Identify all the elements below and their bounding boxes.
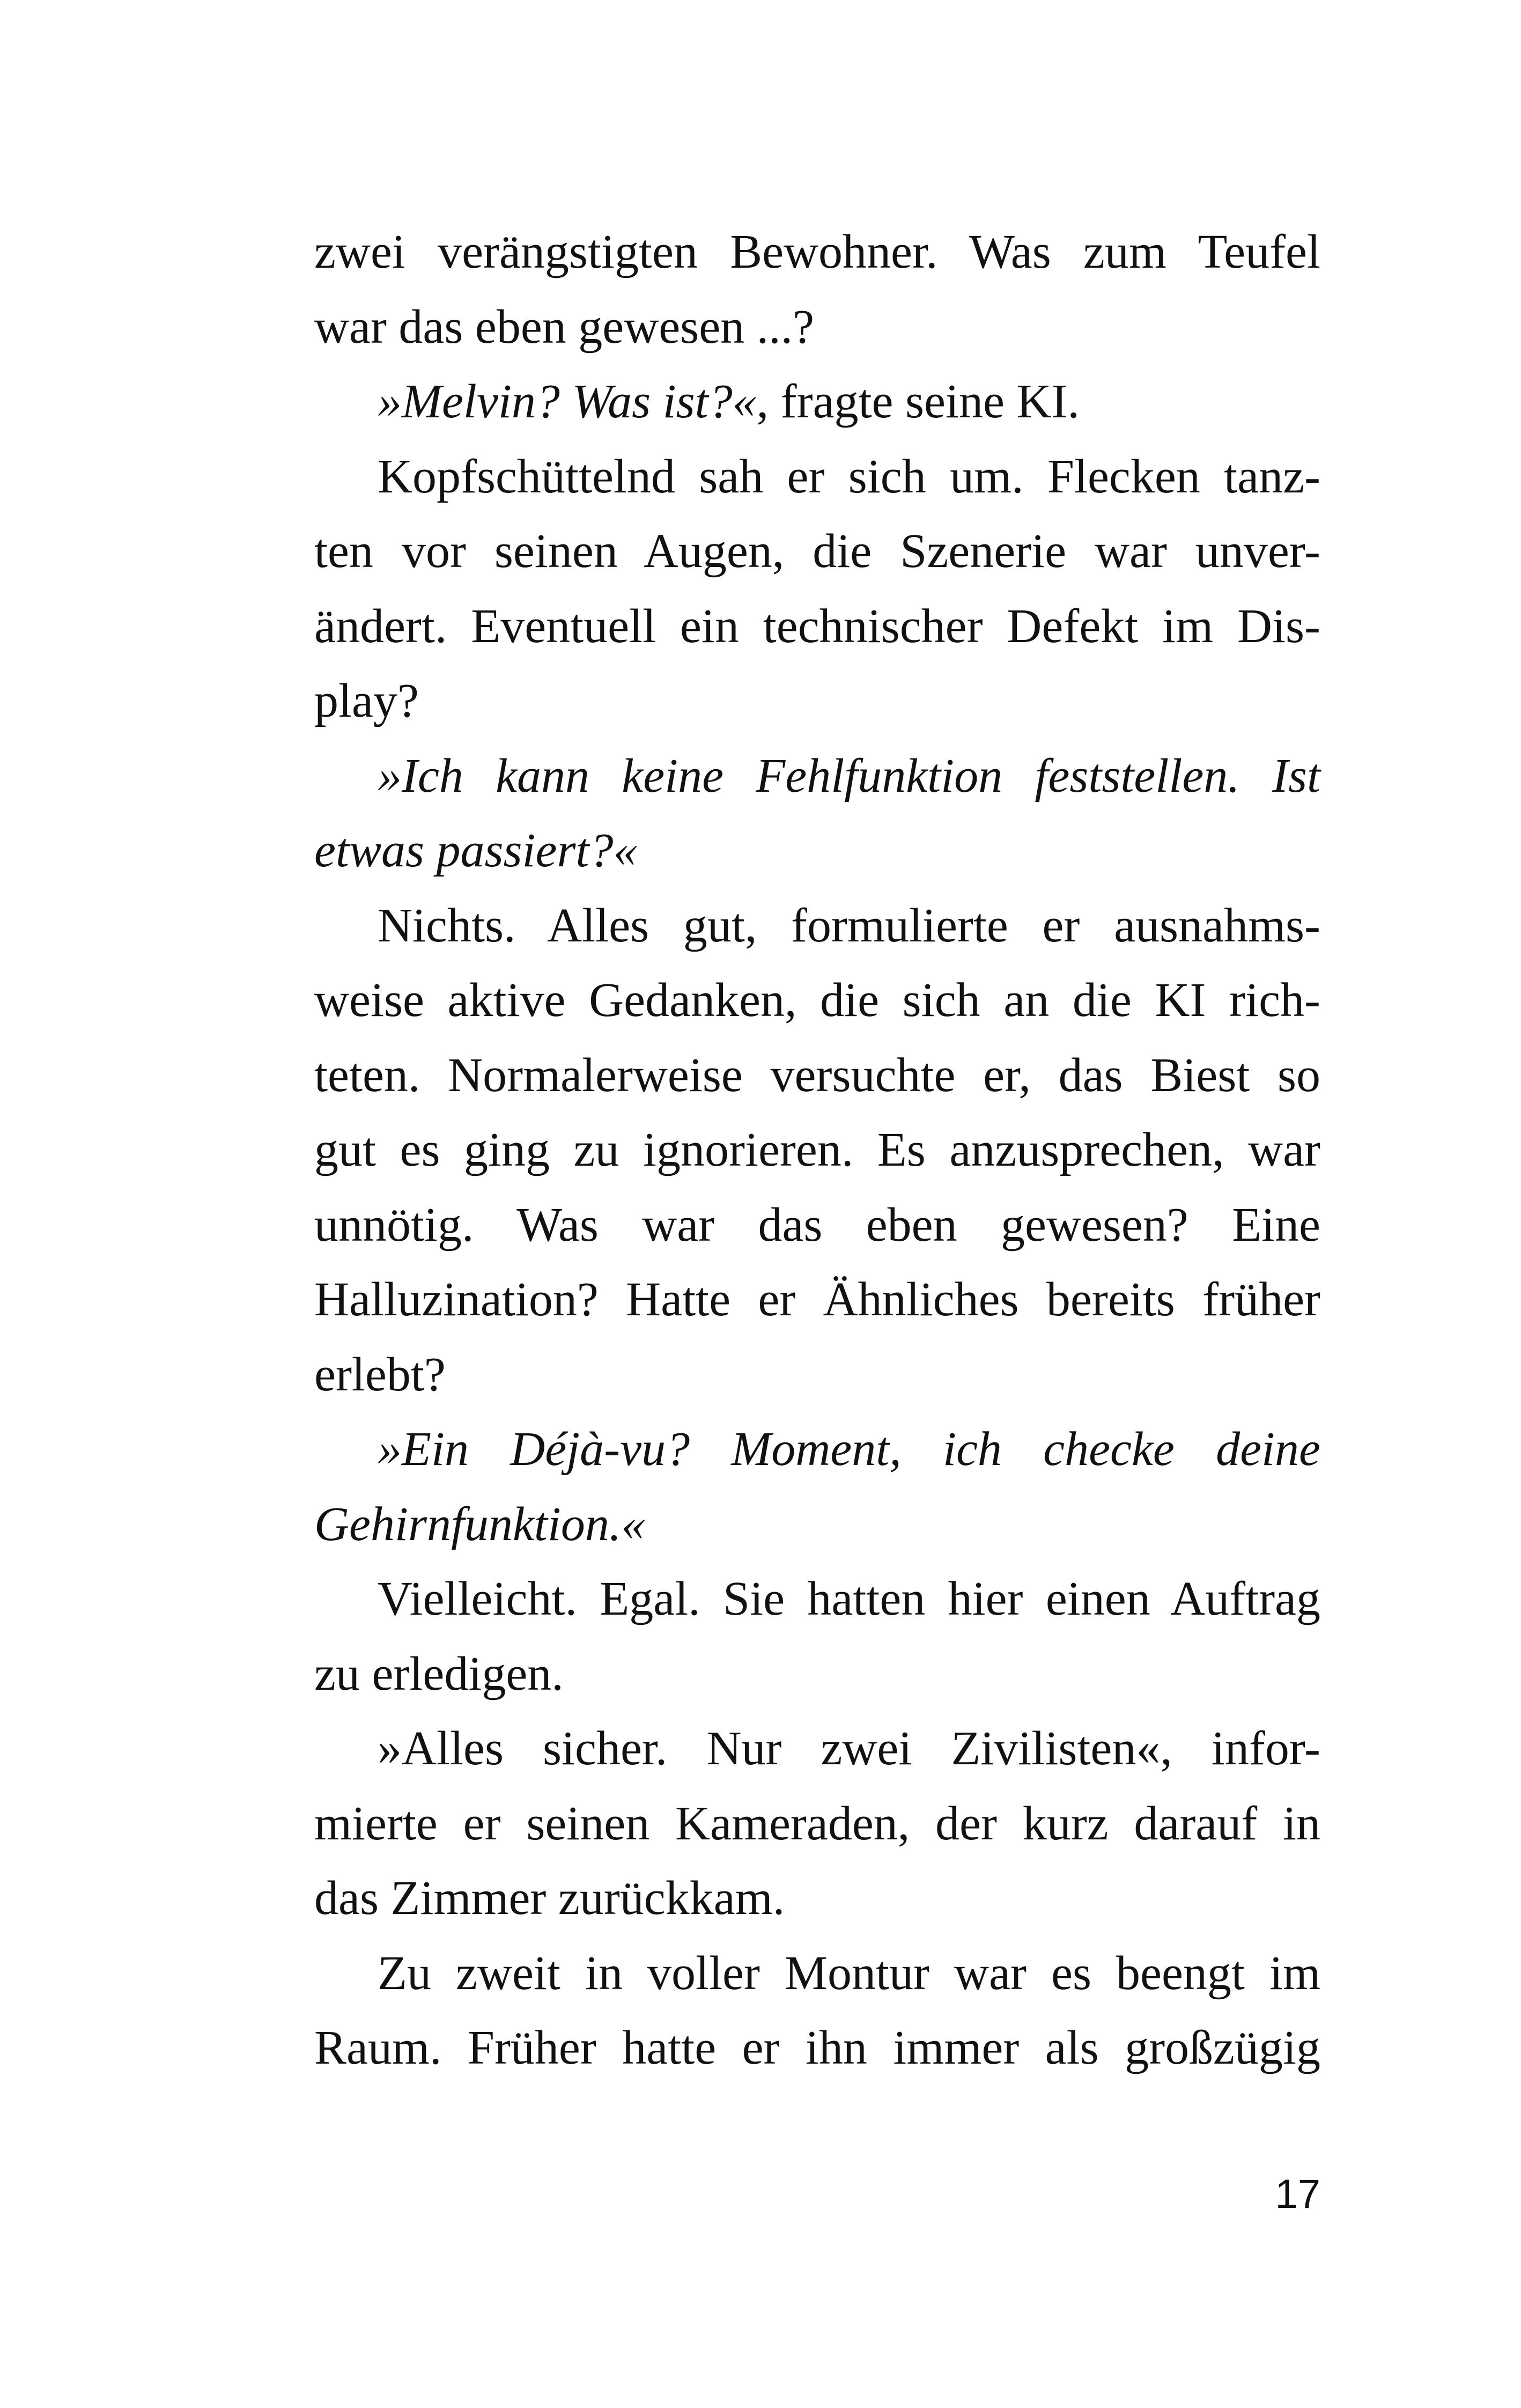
text-line [251,514,1320,589]
text-run: Zu zweit in voller Montur war es beengt im [378,1946,1320,2000]
text-run: teten. Normalerweise versuchte er, das Biest so [314,1048,1320,1102]
text-line [251,1188,1320,1263]
text-run: unnötig. Was war das eben gewesen? Eine [314,1198,1320,1251]
body-text [251,215,1320,2086]
italic-text: »Melvin? Was ist?« [378,375,757,428]
text-line [251,1562,1320,1637]
paragraph [251,1711,1320,1936]
text-run: Raum. Früher hatte er ihn immer als großzügig [314,2021,1320,2074]
text-run: war das eben gewesen ...? [314,300,815,354]
text-run: »Alles sicher. Nur zwei Zivilisten«, infor- [378,1722,1320,1775]
text-run: ändert. Eventuell ein technischer Defekt im Dis- [314,599,1320,653]
italic-text: »Ich kann keine Fehlfunktion feststellen. Ist [378,749,1320,802]
text-line [251,1711,1320,1786]
italic-text: »Ein Déjà-vu? Moment, ich checke deine [378,1423,1320,1476]
text-line [251,1038,1320,1113]
text-line [251,739,1320,814]
text-line [251,215,1320,290]
page-number: 17 [1275,2171,1320,2217]
text-line [251,1113,1320,1188]
text-run: erlebt? [314,1347,446,1401]
text-line [251,664,1320,739]
text-run: gut es ging zu ignorieren. Es anzusprechen, war [314,1123,1320,1176]
text-run: Nichts. Alles gut, formulierte er ausnahms- [378,899,1320,952]
text-line [251,1861,1320,1936]
text-line [251,290,1320,365]
text-line [251,813,1320,888]
text-run: Vielleicht. Egal. Sie hatten hier einen Auftrag [378,1572,1320,1625]
text-run: play? [314,674,419,727]
text-run: ten vor seinen Augen, die Szenerie war unver- [314,525,1320,578]
paragraph [251,439,1320,739]
text-run: zwei verängstigten Bewohner. Was zum Teufel [314,225,1320,278]
text-line [251,1936,1320,2011]
text-run: das Zimmer zurückkam. [314,1872,785,1925]
text-line [251,589,1320,664]
paragraph [251,215,1320,364]
paragraph [251,739,1320,888]
text-line [251,364,1320,439]
text-run: weise aktive Gedanken, die sich an die KI rich- [314,974,1320,1027]
paragraph [251,1412,1320,1562]
text-run: Kopfschüttelnd sah er sich um. Flecken tanz- [378,450,1320,503]
text-line [251,1337,1320,1412]
text-line [251,439,1320,514]
paragraph [251,364,1320,439]
paragraph [251,1562,1320,1711]
text-line [251,2011,1320,2086]
text-line [251,1262,1320,1337]
italic-text: etwas passiert?« [314,824,638,877]
text-line [251,963,1320,1038]
text-run: Halluzination? Hatte er Ähnliches bereits früher [314,1273,1320,1326]
text-line [251,888,1320,963]
text-line [251,1412,1320,1487]
text-run: zu erledigen. [314,1647,564,1700]
text-run: , fragte seine KI. [756,375,1080,428]
text-run: mierte er seinen Kameraden, der kurz darauf in [314,1796,1320,1850]
text-line [251,1786,1320,1861]
text-line [251,1637,1320,1712]
italic-text: Gehirnfunktion.« [314,1497,646,1551]
paragraph [251,1936,1320,2086]
paragraph [251,888,1320,1412]
text-line [251,1487,1320,1562]
